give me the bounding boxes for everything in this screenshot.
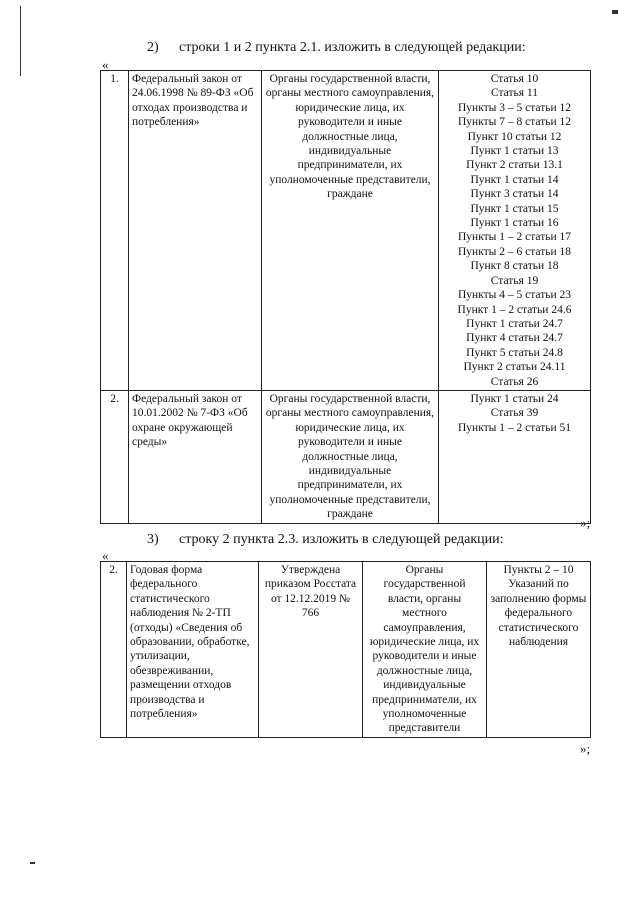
article-item: Статья 10 [490, 73, 539, 85]
article-item: Пункт 2 статьи 13.1 [466, 159, 563, 172]
article-item: Статья 19 [490, 274, 539, 287]
scan-mark-top-right [612, 10, 618, 14]
row-2-number: 2. [101, 390, 129, 523]
row-1-subjects: Органы государственной власти, органы местного самоуправления, юридические лица, их руководители и иные должностные лица, индивидуальные предприниматели, их уполномоченные представители, граждане [262, 71, 439, 391]
row-1-number: 1. [101, 71, 129, 391]
section-3-heading [147, 532, 503, 548]
table-row [101, 71, 591, 391]
article-item: Пункт 5 статьи 24.8 [466, 346, 563, 359]
section-2-text: строки 1 и 2 пункта 2.1. изложить в следующей редакции: [179, 40, 526, 55]
table-1-open-quote: « [102, 57, 109, 72]
row-2-law: Федеральный закон от 10.01.2002 № 7-ФЗ «Об охране окружающей среды» [129, 390, 262, 523]
row-2-subjects: Органы государственной власти, органы местного самоуправления, юридические лица, их руководители и иные должностные лица, индивидуальные предприниматели, их уполномоченные представители, граждане [262, 390, 439, 523]
article-item: Статья 11 [491, 87, 538, 100]
article-item: Пункт 1 – 2 статьи 24.6 [457, 303, 572, 316]
article-item: Статья 26 [490, 375, 539, 388]
table-1 [100, 70, 591, 524]
table-2-points: Пункты 2 – 10 Указаний по заполнению формы федерального статистического наблюдения [487, 562, 591, 738]
article-item: Пункты 2 – 6 статьи 18 [457, 245, 572, 258]
table-2-close-quote: »; [580, 741, 591, 756]
article-item: Пункт 1 статьи 15 [470, 202, 559, 215]
scan-mark-bottom-left [30, 862, 35, 864]
article-item: Пункты 4 – 5 статьи 23 [457, 289, 572, 302]
table-row [101, 390, 591, 523]
scan-mark-top-left [20, 6, 21, 76]
table-2 [100, 561, 591, 738]
table-1-close-quote: »; [580, 515, 591, 530]
section-3-number: 3) [147, 532, 159, 547]
section-2-heading [147, 40, 526, 56]
article-item: Пункт 10 статьи 12 [467, 130, 562, 143]
article-item: Пункт 1 статьи 24.7 [466, 317, 563, 330]
section-3-text: строку 2 пункта 2.3. изложить в следующей редакции: [179, 532, 504, 547]
article-item: Пункт 1 статьи 13 [470, 145, 559, 158]
table-2-subjects: Органы государственной власти, органы местного самоуправления, юридические лица, их руководители и иные должностные лица, индивидуальные предприниматели, их уполномоченные представители [363, 562, 487, 738]
article-item: Пункты 3 – 5 статьи 12 [457, 101, 572, 114]
row-2-articles [439, 390, 591, 523]
table-2-row-number: 2. [101, 562, 127, 738]
section-2-number: 2) [147, 40, 159, 55]
row-1-law: Федеральный закон от 24.06.1998 № 89-ФЗ «Об отходах производства и потребления» [129, 71, 262, 391]
table-2-form: Годовая форма федерального статистического наблюдения № 2-ТП (отходы) «Сведения об образовании, обработке, утилизации, обезвреживании, размещении отходов производства и потребления» [127, 562, 259, 738]
article-item: Пункт 1 статьи 14 [470, 173, 559, 186]
article-item: Пункт 2 статьи 24.11 [463, 361, 566, 374]
article-item: Пункт 1 статьи 16 [470, 217, 559, 230]
article-item: Пункт 8 статьи 18 [470, 260, 559, 273]
row-1-articles [439, 71, 591, 391]
article-item: Пункты 7 – 8 статьи 12 [457, 116, 572, 129]
table-2-approved: Утверждена приказом Росстата от 12.12.2019 № 766 [259, 562, 363, 738]
article-item: Пункт 4 статьи 24.7 [466, 332, 563, 345]
article-item: Пункт 3 статьи 14 [470, 188, 559, 201]
table-2-open-quote: « [102, 548, 109, 563]
article-item: Пункты 1 – 2 статьи 51 [457, 421, 572, 434]
article-item: Пункты 1 – 2 статьи 17 [457, 231, 572, 244]
table-row [101, 562, 591, 738]
article-item: Пункт 1 статьи 24 [470, 392, 559, 405]
article-item: Статья 39 [490, 407, 539, 420]
